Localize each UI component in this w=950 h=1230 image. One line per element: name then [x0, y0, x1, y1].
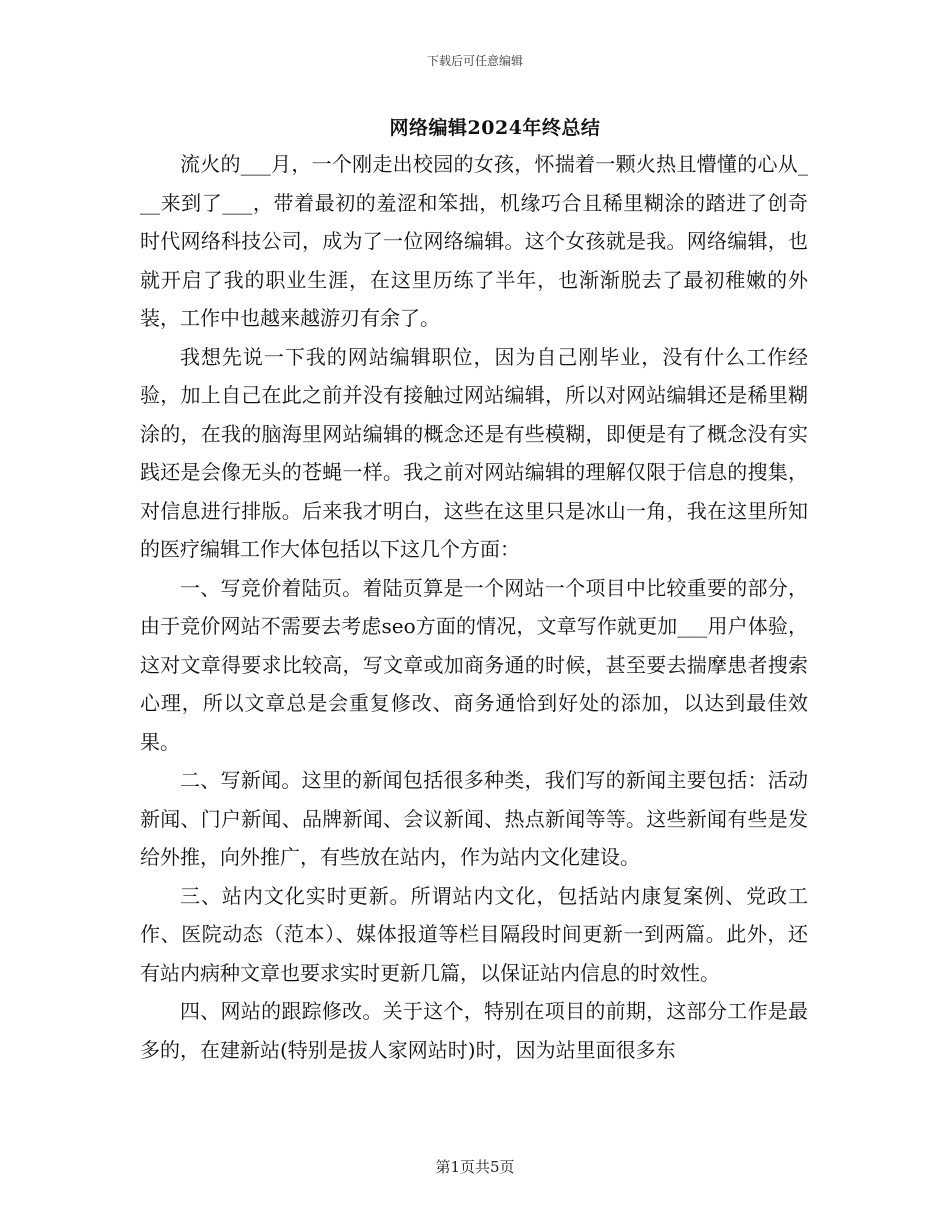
page-number: 第1页共5页	[435, 1158, 515, 1176]
paragraph-job-description: 我想先说一下我的网站编辑职位，因为自己刚毕业，没有什么工作经验，加上自己在此之前并没有接触过网站编辑，所以对网站编辑还是稀里糊涂的，在我的脑海里网站编辑的概念还是有些模糊，即便是有了概念没有实践还是会像无头的苍蝇一样。我之前对网站编辑的理解仅限于信息的搜集，对信息进行排版。后来我才明白，这些在这里只是冰山一角，我在这里所知的医疗编辑工作大体包括以下这几个方面：	[140, 344, 808, 561]
paragraph-intro: 流火的___月，一个刚走出校园的女孩，怀揣着一颗火热且懵懂的心从___来到了___，带着最初的羞涩和笨拙，机缘巧合且稀里糊涂的踏进了创奇时代网络科技公司，成为了一位网络编辑。这个女孩就是我。网络编辑，也就开启了我的职业生涯，在这里历练了半年，也渐渐脱去了最初稚嫩的外装，工作中也越来越游刃有余了。	[140, 152, 808, 330]
paragraph-item-site-culture: 三、站内文化实时更新。所谓站内文化，包括站内康复案例、党政工作、医院动态（范本）、媒体报道等栏目隔段时间更新一到两篇。此外，还有站内病种文章也要求实时更新几篇，以保证站内信息的时效性。	[140, 883, 808, 985]
paragraph-item-news: 二、写新闻。这里的新闻包括很多种类，我们写的新闻主要包括：活动新闻、门户新闻、品牌新闻、会议新闻、热点新闻等等。这些新闻有些是发给外推，向外推广，有些放在站内，作为站内文化建设。	[140, 768, 808, 869]
document-body	[140, 145, 808, 1069]
paragraph-item-site-tracking: 四、网站的跟踪修改。关于这个，特别在项目的前期，这部分工作是最多的，在建新站(特别是拔人家网站时)时，因为站里面很多东	[140, 999, 808, 1062]
document-title: 网络编辑2024年终总结	[389, 117, 601, 139]
paragraph-item-landing-page: 一、写竞价着陆页。着陆页算是一个网站一个项目中比较重要的部分，由于竞价网站不需要去考虑seo方面的情况，文章写作就更加___用户体验，这对文章得要求比较高，写文章或加商务通的时候，甚至要去揣摩患者搜索心理，所以文章总是会重复修改、商务通恰到好处的添加，以达到最佳效果。	[140, 575, 808, 754]
page-header-note: 下载后可任意编辑	[426, 54, 523, 68]
